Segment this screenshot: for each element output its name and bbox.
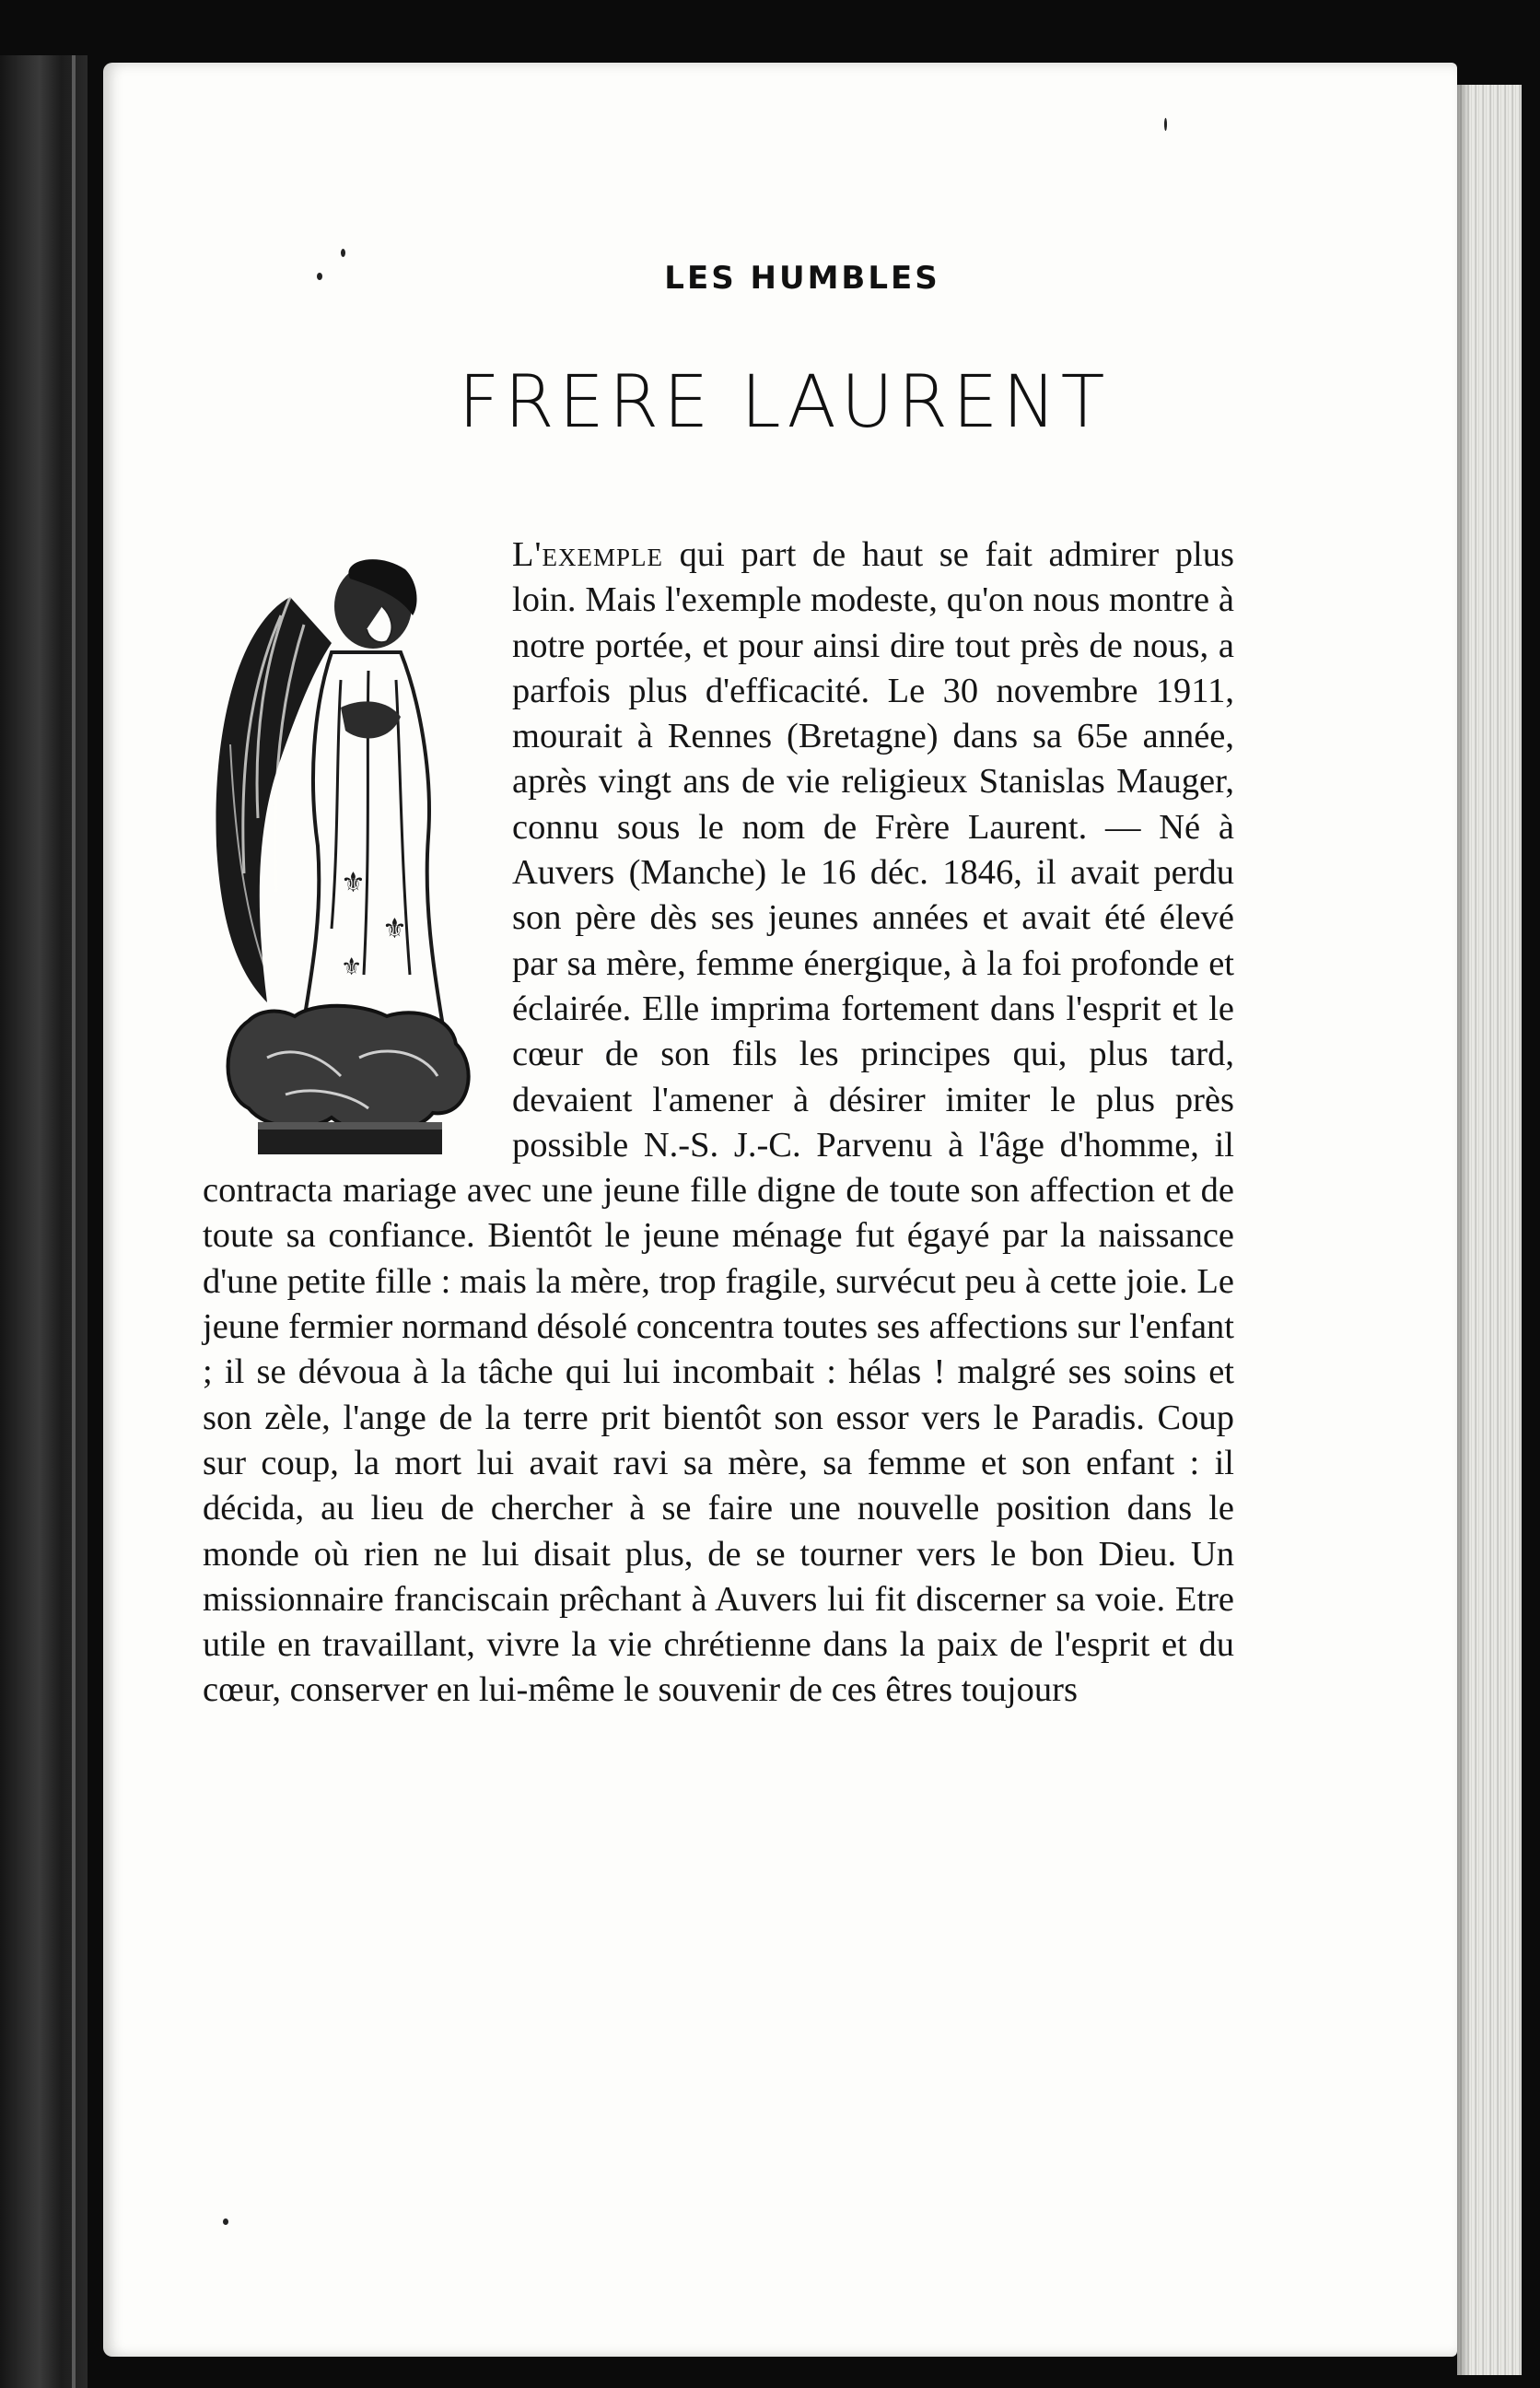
svg-text:⚜: ⚜ <box>341 867 366 899</box>
running-head: LES HUMBLES <box>664 260 940 297</box>
ink-speck <box>223 2218 228 2225</box>
ink-speck <box>1164 118 1167 131</box>
page-title: FRERE LAURENT <box>458 361 1110 444</box>
article-body <box>203 533 1234 1714</box>
opening-word: L'exemple <box>512 535 663 574</box>
svg-text:⚜: ⚜ <box>382 913 407 945</box>
paragraph-text: qui part de haut se fait admirer plus loin. Mais l'exemple modeste, qu'on nous montre à notre portée, et pour ainsi dire tout près de nous, a parfois plus d'efficacité. Le 30 novembre 1911, mourait à Rennes (Bretagne) dans sa 65e année, après vingt ans de vie religieux Stanislas Mauger, connu sous le nom de Frère Laurent. — Né à Auvers (Manche) le 16 déc. 1846, il avait perdu son père dès ses jeunes années et avait été élevé par sa mère, femme énergique, à la foi profonde et éclairée. Elle imprima fortement dans l'esprit et le cœur de son fils les principes qui, plus tard, devaient l'amener à désirer imiter le plus près possible N.-S. J.-C. Parvenu à l'âge d'homme, il contracta mariage avec une jeune fille digne de toute son affection et de toute sa confiance. Bientôt le jeune ménage fut égayé par la naissance d'une petite fille : mais la mère, trop fragile, survécut peu à cette joie. Le jeune fermier normand désolé concentra toutes ses affections sur l'enfant ; il se dévoua à la tâche qui lui incombait : hélas ! malgré ses soins et son zèle, l'ange de la terre prit bientôt son essor vers le Paradis. Coup sur coup, la mort lui avait ravi sa mère, sa femme et son enfant : il décida, au lieu de chercher à se faire une nouvelle position dans le monde où rien ne lui disait plus, de se tourner vers le bon Dieu. Un missionnaire franciscain prêchant à Auvers lui fit discerner sa voie. Etre utile en travaillant, vivre la vie chrétienne dans la paix de l'esprit et du cœur, conserver en lui-même le souvenir de ces êtres toujours <box>203 535 1234 1710</box>
svg-text:⚜: ⚜ <box>341 954 363 981</box>
ink-speck <box>341 249 345 257</box>
kneeling-angel-engraving-icon <box>203 542 497 1168</box>
